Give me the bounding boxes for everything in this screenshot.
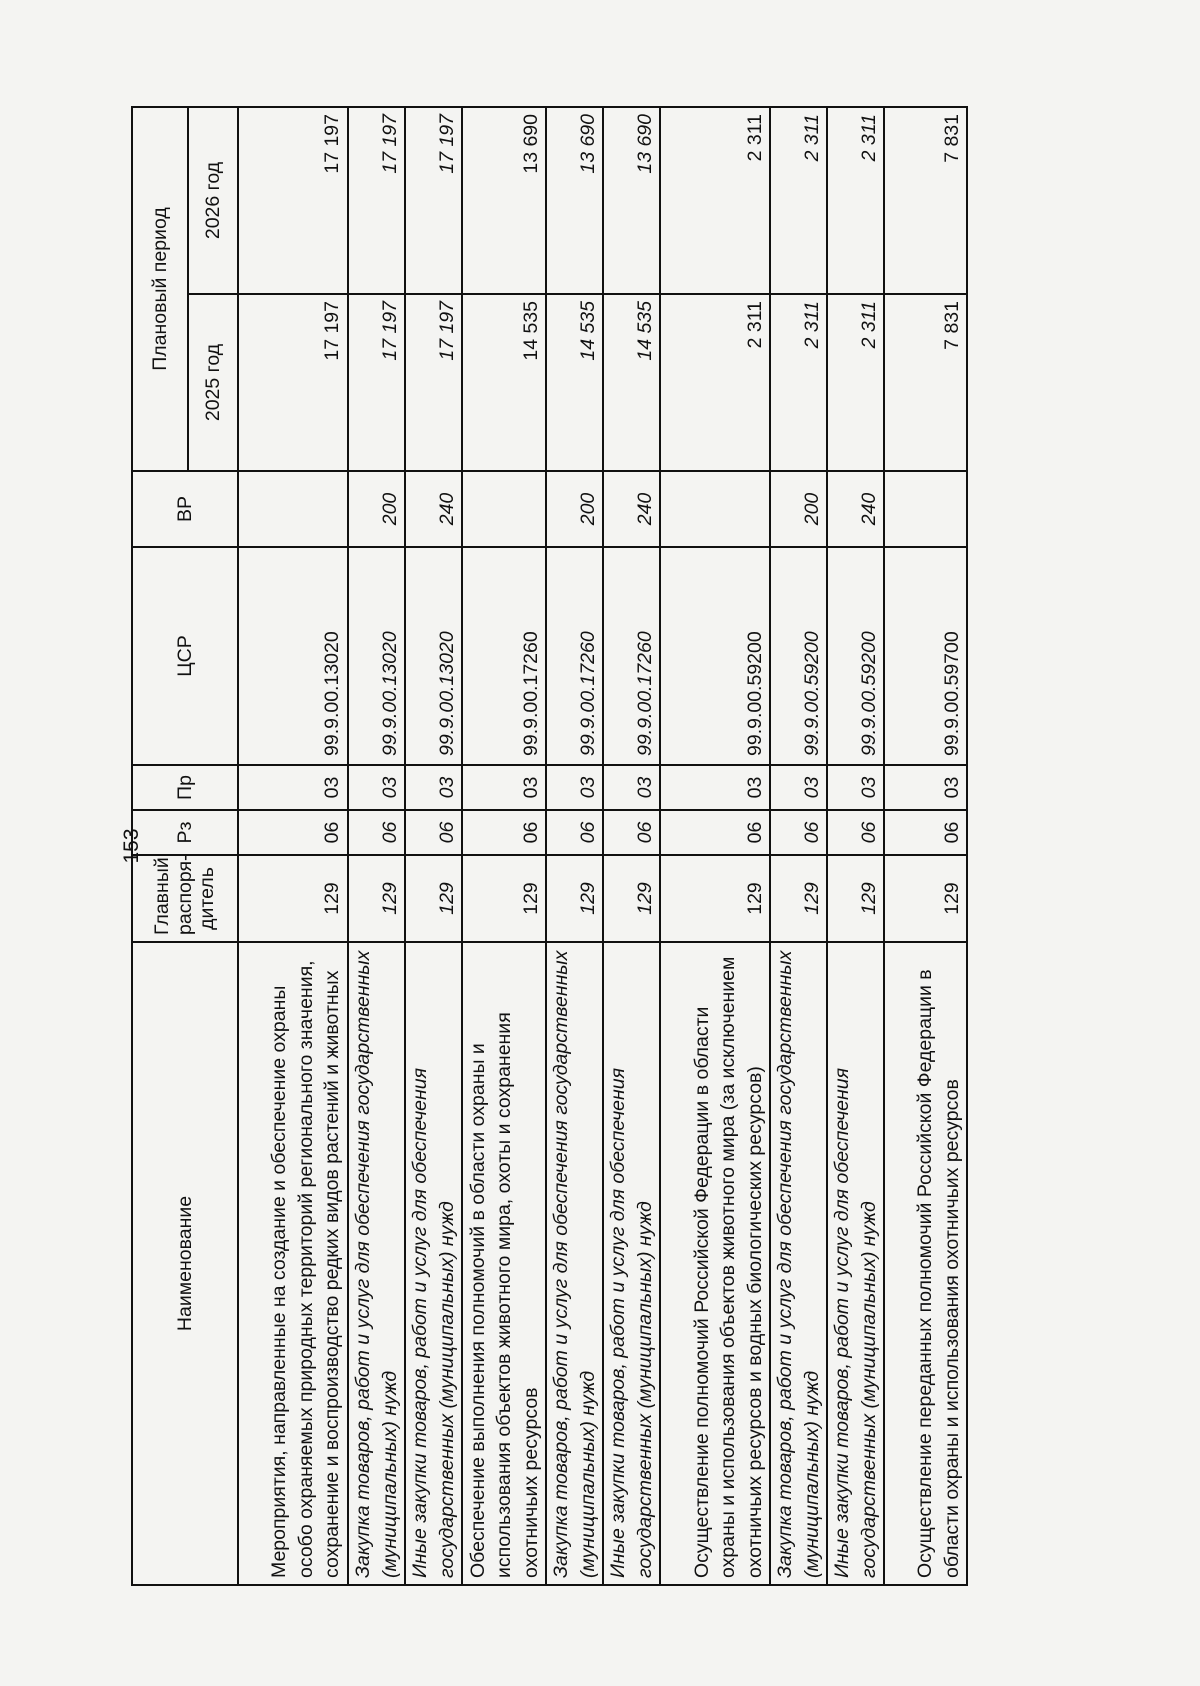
cell-rz: 06 bbox=[348, 810, 405, 855]
table-row bbox=[238, 107, 348, 1585]
header-grbs bbox=[132, 855, 238, 942]
header-planned-period: Плановый период bbox=[132, 107, 188, 471]
cell-grbs: 129 bbox=[405, 855, 462, 942]
cell-vr: 240 bbox=[603, 471, 660, 547]
cell-rz: 06 bbox=[660, 810, 770, 855]
cell-pr: 03 bbox=[827, 765, 884, 810]
cell-rz: 06 bbox=[238, 810, 348, 855]
cell-csr: 99.9.00.13020 bbox=[238, 547, 348, 765]
cell-pr: 03 bbox=[405, 765, 462, 810]
cell-2025: 14 535 bbox=[603, 294, 660, 471]
cell-grbs: 129 bbox=[238, 855, 348, 942]
budget-table-frame bbox=[131, 108, 963, 1586]
cell-vr bbox=[238, 471, 348, 547]
cell-2026: 17 197 bbox=[348, 107, 405, 294]
cell-2026: 13 690 bbox=[603, 107, 660, 294]
cell-name: Осуществление переданных полномочий Российской Федерации в области охраны и использования охотничьих ресурсов bbox=[884, 942, 967, 1585]
table-row bbox=[348, 107, 405, 1585]
header-vr: ВР bbox=[132, 471, 238, 547]
cell-2025: 7 831 bbox=[884, 294, 967, 471]
cell-name: Иные закупки товаров, работ и услуг для обеспечения государственных (муниципальных) нужд bbox=[603, 942, 660, 1585]
header-grbs-line-3: дитель bbox=[196, 867, 219, 930]
cell-2026: 2 311 bbox=[660, 107, 770, 294]
cell-pr: 03 bbox=[462, 765, 546, 810]
cell-2025: 14 535 bbox=[462, 294, 546, 471]
cell-2026: 2 311 bbox=[770, 107, 827, 294]
cell-csr: 99.9.00.17260 bbox=[462, 547, 546, 765]
header-year-2026: 2026 год bbox=[188, 107, 238, 294]
cell-name: Закупка товаров, работ и услуг для обеспечения государственных (муниципальных) нужд bbox=[546, 942, 603, 1585]
page-number: 153 bbox=[120, 828, 143, 864]
cell-grbs: 129 bbox=[827, 855, 884, 942]
cell-rz: 06 bbox=[827, 810, 884, 855]
cell-pr: 03 bbox=[770, 765, 827, 810]
cell-rz: 06 bbox=[546, 810, 603, 855]
cell-2025: 2 311 bbox=[770, 294, 827, 471]
cell-csr: 99.9.00.59200 bbox=[827, 547, 884, 765]
cell-vr bbox=[660, 471, 770, 547]
header-name: Наименование bbox=[132, 942, 238, 1585]
cell-grbs: 129 bbox=[546, 855, 603, 942]
header-year-2025: 2025 год bbox=[188, 294, 238, 471]
cell-name: Закупка товаров, работ и услуг для обеспечения государственных (муниципальных) нужд bbox=[348, 942, 405, 1585]
cell-rz: 06 bbox=[770, 810, 827, 855]
cell-vr: 200 bbox=[348, 471, 405, 547]
cell-name: Обеспечение выполнения полномочий в области охраны и использования объектов животного мира, охоты и сохранения охотничьих ресурсов bbox=[462, 942, 546, 1585]
cell-csr: 99.9.00.13020 bbox=[405, 547, 462, 765]
cell-rz: 06 bbox=[603, 810, 660, 855]
cell-2026: 17 197 bbox=[405, 107, 462, 294]
cell-rz: 06 bbox=[462, 810, 546, 855]
header-rz: Рз bbox=[132, 810, 238, 855]
cell-name: Закупка товаров, работ и услуг для обеспечения государственных (муниципальных) нужд bbox=[770, 942, 827, 1585]
cell-vr: 240 bbox=[827, 471, 884, 547]
cell-vr: 200 bbox=[546, 471, 603, 547]
table-row bbox=[546, 107, 603, 1585]
cell-vr: 240 bbox=[405, 471, 462, 547]
budget-table bbox=[131, 106, 968, 1586]
table-row bbox=[603, 107, 660, 1585]
cell-grbs: 129 bbox=[660, 855, 770, 942]
cell-2025: 17 197 bbox=[238, 294, 348, 471]
cell-csr: 99.9.00.13020 bbox=[348, 547, 405, 765]
cell-2025: 2 311 bbox=[827, 294, 884, 471]
cell-2026: 13 690 bbox=[546, 107, 603, 294]
cell-rz: 06 bbox=[884, 810, 967, 855]
cell-2026: 7 831 bbox=[884, 107, 967, 294]
budget-table-rotated bbox=[131, 108, 963, 1586]
header-grbs-line-1: Главный bbox=[151, 857, 174, 935]
cell-grbs: 129 bbox=[770, 855, 827, 942]
cell-grbs: 129 bbox=[884, 855, 967, 942]
cell-pr: 03 bbox=[238, 765, 348, 810]
cell-name: Мероприятия, направленные на создание и обеспечение охраны особо охраняемых природных территорий регионального значения, сохранение и воспроизводство редких видов растений и животных bbox=[238, 942, 348, 1585]
table-row bbox=[405, 107, 462, 1585]
cell-vr bbox=[462, 471, 546, 547]
cell-2026: 2 311 bbox=[827, 107, 884, 294]
cell-pr: 03 bbox=[660, 765, 770, 810]
cell-grbs: 129 bbox=[348, 855, 405, 942]
cell-pr: 03 bbox=[546, 765, 603, 810]
table-row bbox=[462, 107, 546, 1585]
cell-2025: 17 197 bbox=[348, 294, 405, 471]
cell-grbs: 129 bbox=[462, 855, 546, 942]
table-row bbox=[660, 107, 770, 1585]
cell-2025: 14 535 bbox=[546, 294, 603, 471]
cell-rz: 06 bbox=[405, 810, 462, 855]
table-row bbox=[770, 107, 827, 1585]
cell-csr: 99.9.00.59700 bbox=[884, 547, 967, 765]
cell-pr: 03 bbox=[884, 765, 967, 810]
cell-2025: 17 197 bbox=[405, 294, 462, 471]
cell-grbs: 129 bbox=[603, 855, 660, 942]
header-csr: ЦСР bbox=[132, 547, 238, 765]
cell-csr: 99.9.00.17260 bbox=[603, 547, 660, 765]
cell-csr: 99.9.00.59200 bbox=[770, 547, 827, 765]
cell-pr: 03 bbox=[348, 765, 405, 810]
cell-pr: 03 bbox=[603, 765, 660, 810]
cell-2025: 2 311 bbox=[660, 294, 770, 471]
cell-csr: 99.9.00.59200 bbox=[660, 547, 770, 765]
cell-2026: 13 690 bbox=[462, 107, 546, 294]
table-row bbox=[827, 107, 884, 1585]
table-row bbox=[884, 107, 967, 1585]
header-pr: Пр bbox=[132, 765, 238, 810]
header-grbs-line-2: распоря- bbox=[173, 854, 196, 935]
cell-vr: 200 bbox=[770, 471, 827, 547]
cell-vr bbox=[884, 471, 967, 547]
cell-2026: 17 197 bbox=[238, 107, 348, 294]
cell-name: Иные закупки товаров, работ и услуг для обеспечения государственных (муниципальных) нужд bbox=[827, 942, 884, 1585]
cell-name: Осуществление полномочий Российской Федерации в области охраны и использования объектов животного мира (за исключением охотничьих ресурсов и водных биологических ресурсов) bbox=[660, 942, 770, 1585]
cell-name: Иные закупки товаров, работ и услуг для обеспечения государственных (муниципальных) нужд bbox=[405, 942, 462, 1585]
cell-csr: 99.9.00.17260 bbox=[546, 547, 603, 765]
